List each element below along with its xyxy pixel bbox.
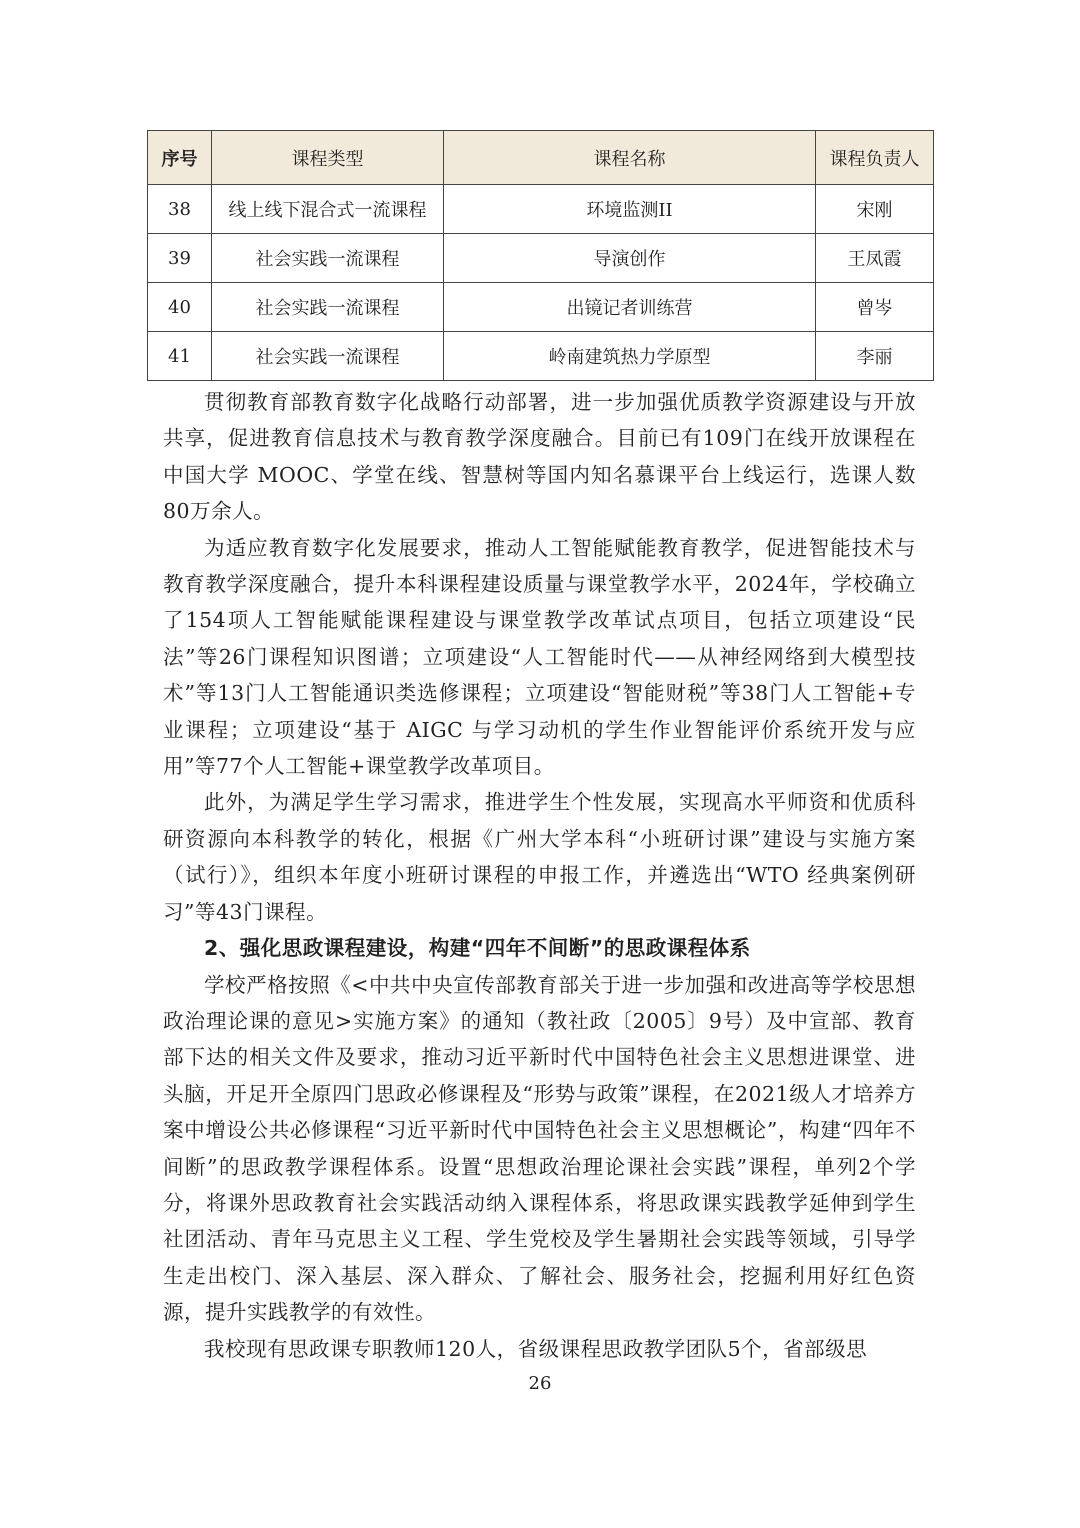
header-course-name: 课程名称 xyxy=(444,131,816,185)
cell-number: 38 xyxy=(148,185,212,234)
section-heading: 2、强化思政课程建设，构建“四年不间断”的思政课程体系 xyxy=(204,936,751,961)
body-text xyxy=(163,384,916,1367)
paragraph-teachers: 我校现有思政课专职教师120人，省级课程思政教学团队5个，省部级思 xyxy=(204,1336,868,1361)
cell-number: 40 xyxy=(148,283,212,332)
paragraph-ai-courses: 为适应教育数字化发展要求，推动人工智能赋能教育教学，促进智能技术与教育教学深度融合，提升本科课程建设质量与课堂教学水平，2024年，学校确立了154项人工智能赋能课程建设与课堂教学改革试点项目，包括立项建设“民法”等26门课程知识图谱；立项建设“人工智能时代——从神经网络到大模型技术”等13门人工智能通识类选修课程；立项建设“智能财税”等38门人工智能+专业课程；立项建设“基于 AIGC 与学习动机的学生作业智能评价系统开发与应用”等77个人工智能+课堂教学改革项目。 xyxy=(163,535,916,779)
cell-course-type: 线上线下混合式一流课程 xyxy=(212,185,444,234)
paragraph-ideological-courses: 学校严格按照《<中共中央宣传部教育部关于进一步加强和改进高等学校思想政治理论课的意见>实施方案》的通知（教社政〔2005〕9号）及中宣部、教育部下达的相关文件及要求，推动习近平新时代中国特色社会主义思想进课堂、进头脑，开足开全原四门思政必修课程及“形势与政策”课程，在2021级人才培养方案中增设公共必修课程“习近平新时代中国特色社会主义思想概论”，构建“四年不间断”的思政教学课程体系。设置“思想政治理论课社会实践”课程，单列2个学分，将课外思政教育社会实践活动纳入课程体系，将思政课实践教学延伸到学生社团活动、青年马克思主义工程、学生党校及学生暑期社会实践等领域，引导学生走出校门、深入基层、深入群众、了解社会、服务社会，挖掘利用好红色资源，提升实践教学的有效性。 xyxy=(163,972,916,1325)
cell-course-name: 岭南建筑热力学原型 xyxy=(444,332,816,381)
table-row xyxy=(148,283,934,332)
course-table xyxy=(147,130,934,381)
cell-course-name: 出镜记者训练营 xyxy=(444,283,816,332)
header-course-lead: 课程负责人 xyxy=(816,131,934,185)
table-row xyxy=(148,332,934,381)
cell-course-type: 社会实践一流课程 xyxy=(212,332,444,381)
cell-number: 39 xyxy=(148,234,212,283)
page-number: 26 xyxy=(528,1373,552,1394)
cell-course-lead: 宋刚 xyxy=(816,185,934,234)
paragraph-online-courses: 贯彻教育部教育数字化战略行动部署，进一步加强优质教学资源建设与开放共享，促进教育信息技术与教育教学深度融合。目前已有109门在线开放课程在中国大学 MOOC、学堂在线、智慧树等国内知名慕课平台上线运行，选课人数80万余人。 xyxy=(163,390,916,524)
cell-course-name: 环境监测II xyxy=(444,185,816,234)
cell-course-lead: 曾岑 xyxy=(816,283,934,332)
table-row xyxy=(148,234,934,283)
cell-course-lead: 李丽 xyxy=(816,332,934,381)
cell-number: 41 xyxy=(148,332,212,381)
header-course-type: 课程类型 xyxy=(212,131,444,185)
cell-course-type: 社会实践一流课程 xyxy=(212,234,444,283)
cell-course-name: 导演创作 xyxy=(444,234,816,283)
cell-course-type: 社会实践一流课程 xyxy=(212,283,444,332)
header-number: 序号 xyxy=(148,131,212,185)
cell-course-lead: 王凤霞 xyxy=(816,234,934,283)
table-row xyxy=(148,185,934,234)
table-header-row xyxy=(148,131,934,185)
paragraph-seminar-courses: 此外，为满足学生学习需求，推进学生个性发展，实现高水平师资和优质科研资源向本科教学的转化，根据《广州大学本科“小班研讨课”建设与实施方案（试行）》，组织本年度小班研讨课程的申报工作，并遴选出“WTO 经典案例研习”等43门课程。 xyxy=(163,790,916,924)
